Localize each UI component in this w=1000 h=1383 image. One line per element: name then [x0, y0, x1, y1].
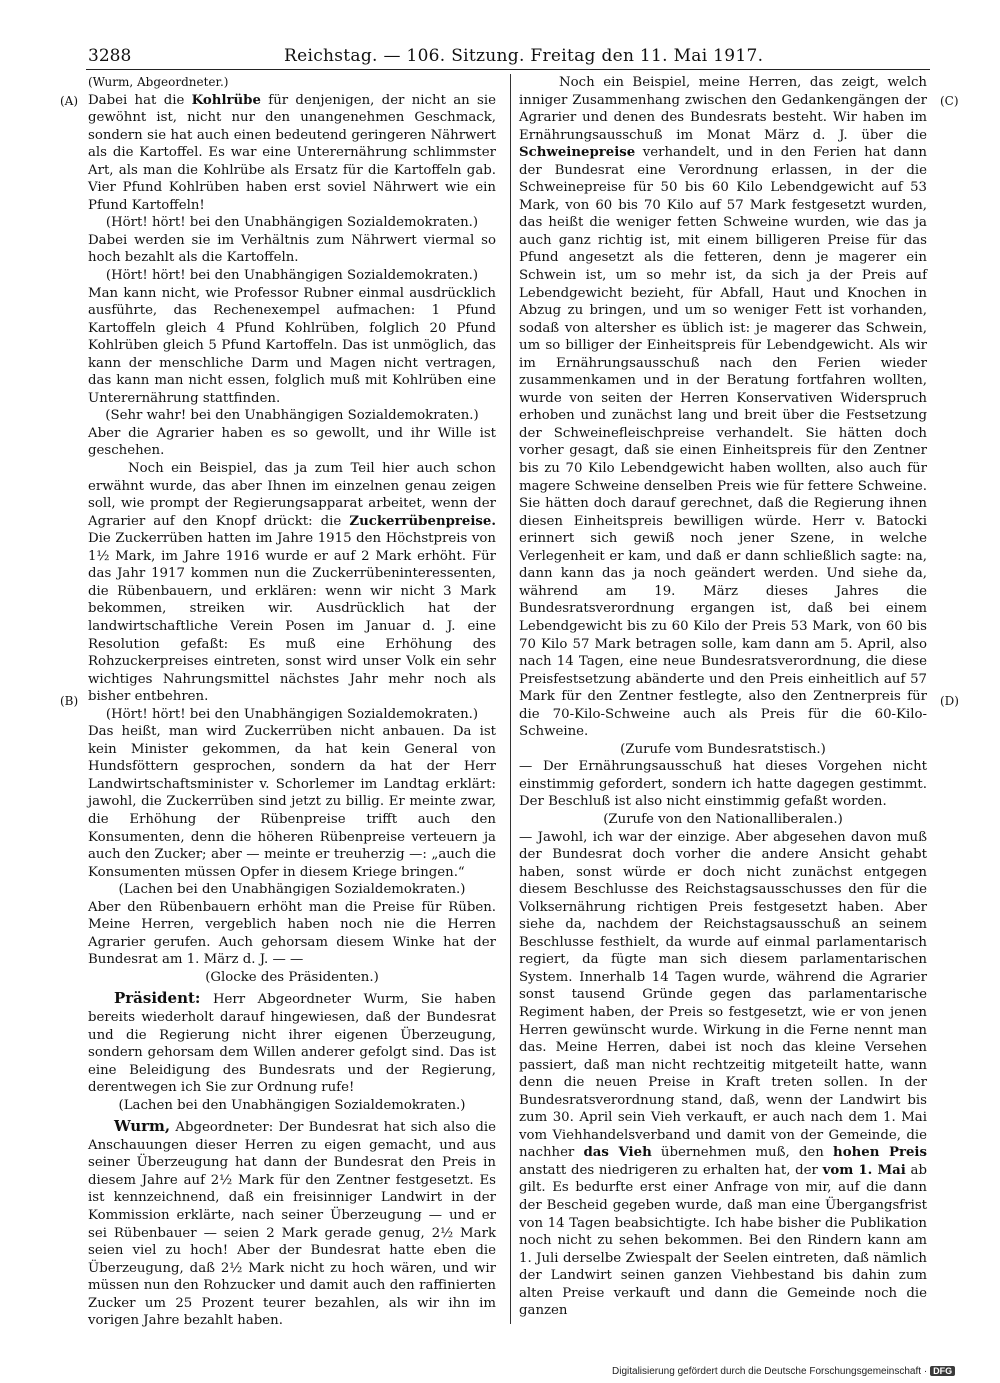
page-number: 3288: [88, 46, 132, 66]
paragraph: — Der Ernährungsausschuß hat dieses Vorgehen nicht einstimmig gefordert, sondern ich hatte dagegen gestimmt. Der Beschluß ist also nicht einstimmig gefaßt worden.: [519, 759, 927, 810]
speaker-name: Präsident:: [114, 989, 201, 1008]
paragraph: Aber die Agrarier haben es so gewollt, und ihr Wille ist geschehen.: [88, 425, 496, 459]
margin-marker-b: (B): [60, 694, 79, 708]
margin-marker-d: (D): [940, 694, 959, 708]
interjection: (Zurufe von den Nationalliberalen.): [603, 811, 843, 827]
interjection: (Lachen bei den Unabhängigen Sozialdemokraten.): [118, 1097, 466, 1113]
left-column: [88, 74, 496, 1330]
paragraph: Man kann nicht, wie Professor Rubner einmal ausdrücklich ausführte, das Rechenexempel aufmachen: 1 Pfund Kartoffeln gleich 4 Pfund Kohlrüben, folglich 20 Pfund Kohlrüben gleich 5 Pfund Kartoffeln. Das ist unmöglich, das kann der menschliche Darm und Magen nicht vertragen, das kann man nicht essen, folglich muß mit Kohlrüben eine Unterernährung stattfinden.: [88, 285, 496, 406]
speaker-tag: (Wurm, Abgeordneter.): [88, 75, 229, 89]
paragraph: Dabei werden sie im Verhältnis zum Nährwert viermal so hoch bezahlt als die Kartoffeln.: [88, 232, 496, 266]
interjection: (Lachen bei den Unabhängigen Sozialdemokraten.): [118, 882, 466, 898]
interjection: (Glocke des Präsidenten.): [205, 969, 379, 985]
speaker-name: Wurm,: [114, 1117, 171, 1136]
interjection: (Hört! hört! bei den Unabhängigen Sozialdemokraten.): [105, 706, 479, 722]
column-divider: [510, 74, 511, 1324]
president-statement: Präsident: Herr Abgeordneter Wurm, Sie haben bereits wiederholt darauf hingewiesen, daß der Bundesrat und die Regierung nicht ihrer eigenen Überzeugung, sondern gehorsam dem Willen anderer gefolgt sind. Das ist eine Beleidigung des Bundesrats und der Regierung, derentwegen ich Sie zur Ordnung rufe!: [88, 989, 496, 1096]
digitization-credit: Digitalisierung gefördert durch die Deutsche Forschungsgemeinschaft · DFG: [612, 1366, 955, 1377]
paragraph: Noch ein Beispiel, das ja zum Teil hier auch schon erwähnt wurde, das aber Ihnen im einzelnen genau zeigen soll, wie prompt der Regierungsapparat arbeitet, wenn der Agrarier auf den Knopf drückt: die Zuckerrübenpreise. Die Zuckerrüben hatten im Jahre 1915 den Höchstpreis von 1½ Mark, im Jahre 1916 wurde er auf 2 Mark erhöht. Für das Jahr 1917 kommen nun die Zuckerrübeninteressenten, die Rübenbauern, und erklären: wenn wir nicht 3 Mark bekommen, streiken wir. Ausdrücklich hat der landwirtschaftliche Verein Posen im Januar d. J. eine Resolution gefaßt: Es muß eine Erhöhung des Rohzuckerpreises eintreten, sonst wird unser Volk ein sehr wichtiges Nahrungsmittel nächstes Jahr mehr noch als bisher entbehren.: [88, 461, 496, 705]
interjection: (Sehr wahr! bei den Unabhängigen Sozialdemokraten.): [105, 408, 479, 424]
margin-marker-a: (A): [60, 94, 79, 108]
paragraph: Dabei hat die Kohlrübe für denjenigen, der nicht an sie gewöhnt ist, nicht nur den unangenehmen Geschmack, sondern sie hat auch einen bedeutend geringeren Nährwert als die Kartoffel. Es war eine Unterernährung schlimmster Art, als man die Kohlrübe als Ersatz für die Kartoffeln gab. Vier Pfund Kohlrüben haben erst soviel Nährwert wie ein Pfund Kartoffeln!: [88, 92, 496, 213]
right-column: [519, 74, 927, 1320]
dfg-logo: DFG: [930, 1366, 955, 1376]
interjection: (Hört! hört! bei den Unabhängigen Sozialdemokraten.): [105, 268, 479, 284]
paragraph: Aber den Rübenbauern erhöht man die Preise für Rüben. Meine Herren, vergeblich haben noch nie die Herren Agrarier gerufen. Auch gehorsam diesem Winke hat der Bundesrat am 1. März d. J. — —: [88, 899, 496, 968]
running-title: Reichstag. — 106. Sitzung. Freitag den 11. Mai 1917.: [284, 46, 764, 66]
paragraph: Noch ein Beispiel, meine Herren, das zeigt, welch inniger Zusammenhang zwischen den Gedankengängen der Agrarier und denen des Bundesrats besteht. Wir haben im Ernährungsausschuß im Monat März d. J. über die Schweinepreise verhandelt, und in den Ferien hat dann der Bundesrat eine Verordnung erlassen, in der die Schweinepreise für 50 bis 60 Kilo Lebendgewicht auf 53 Mark, von 60 bis 70 Kilo auf 57 Mark festgesetzt wurden, das heißt die weniger fetten Schweine wurden, wie das ja auch ganz richtig ist, mit einem billigeren Preise für das Pfund angesetzt als die fetteren, denn je magerer ein Schwein ist, um so mehr ist, da sich ja der Preis auf Lebendgewicht bezieht, für Abfall, Haut und Knochen in Abzug zu bringen, und um so weniger Fett ist vorhanden, sodaß von altersher es üblich ist: je magerer das Schwein, um so billiger der Einheitspreis für Lebendgewicht. Als wir im Ernährungsausschuß nach den Ferien wieder zusammenkamen und in der Beratung fortfahren wollten, wurde von seiten der Herren Konservativen Widerspruch erhoben und zunächst lang und breit über die Festsetzung der Schweinefleischpreise verhandelt. Sie hätten doch vorher gesagt, daß sie einen Einheitspreis für den Zentner bis zu 70 Kilo Lebendgewicht haben wollten, also auch für magere Schweine denselben Preis wie für fettere Schweine. Sie hätten doch darauf gerechnet, daß die Regierung ihnen diesen Einheitspreis bewilligen würde. Herr v. Batocki erinnert sich gewiß noch jener Szene, in welche Verlegenheit er kam, und daß er dann schließlich sagte: na, dann kann das ja noch geändert werden. Und siehe da, während am 19. März dieses Jahres die Bundesratsverordnung ergangen ist, daß bei einem Lebendgewicht bis zu 60 Kilo der Preis 53 Mark, von 60 bis 70 Kilo 57 Mark betragen solle, kam dann am 5. April, also nach 14 Tagen, eine neue Bundesratsverordnung, die diese Preisfestsetzung abänderte und den Preis einheitlich auf 57 Mark für den Zentner festlegte, also den Zentnerpreis für die 70-Kilo-Schweine auch als Preis für die 60-Kilo-Schweine.: [519, 75, 927, 740]
header-rule: [86, 69, 930, 70]
paragraph: — Jawohl, ich war der einzige. Aber abgesehen davon muß der Bundesrat doch vorher die andere Ansicht gehabt haben, sonst würde er doch nicht zunächst entgegen diesem Beschlusse des Reichstagsausschusses den für die Volksernährung richtigen Preis festgesetzt haben. Aber siehe da, nachdem der Reichstagsausschuß an seinem Beschlusse festhielt, da wurde auf einmal parlamentarisch regiert, da fügte man sich diesem parlamentarischen System. Innerhalb 14 Tagen wurde, während die Agrarier sonst tausend Gründe gegen das parlamentarische Regiment haben, der Preis so festgesetzt, wie er von jenen Herren gewünscht wurde. Wirkung in die Ferne nennt man das. Meine Herren, dabei ist noch das kleine Versehen passiert, daß man nicht rechtzeitig mitgeteilt hatte, wann denn die neuen Preise in Kraft treten sollen. In der Bundesratsverordnung stand, daß, wenn der Landwirt bis zum 30. April sein Vieh verkauft, er auch nach dem 1. Mai vom Viehhandelsverband und damit von der Gemeinde, die nachher das Vieh übernehmen muß, den hohen Preis anstatt des niedrigeren zu erhalten hat, der vom 1. Mai ab gilt. Es bedurfte erst einer Anfrage von mir, auf die dann der Bescheid gegeben wurde, daß man eine Übergangsfrist von 14 Tagen beabsichtigte. Ich habe bisher die Publikation noch nicht zu sehen bekommen. Bei den Rindern kann am 1. Juli derselbe Zwiespalt der Seelen eintreten, daß nämlich der Landwirt seinen ganzen Viehbestand bis dahin zum alten Preise verkauft und dann die Gemeinde noch die ganzen: [519, 829, 927, 1319]
interjection: (Hört! hört! bei den Unabhängigen Sozialdemokraten.): [105, 215, 479, 231]
interjection: (Zurufe vom Bundesratstisch.): [620, 741, 826, 757]
margin-marker-c: (C): [940, 94, 959, 108]
wurm-statement: Wurm, Abgeordneter: Der Bundesrat hat sich also die Anschauungen dieser Herren zu eigen gemacht, und aus seiner Überzeugung hat dann der Bundesrat den Preis in diesem Jahre auf 2½ Mark für den Zentner festgesetzt. Es ist kennzeichnend, daß ein freisinniger Landwirt in der Kommission erklärte, nach seiner Überzeugung — und er sei Rübenbauer — seien 2 Mark gerade genug, 2½ Mark seien viel zu hoch! Aber der Bundesrat hatte eben die Überzeugung, daß 2½ Mark nicht zu hoch wären, und wir müssen nun den Rohzucker und damit auch den raffinierten Zucker um 25 Prozent teurer bezahlen, als wir ihn im vorigen Jahre bezahlt haben.: [88, 1117, 496, 1329]
paragraph: Das heißt, man wird Zuckerrüben nicht anbauen. Da ist kein Minister gekommen, da hat kein General von Hundsföttern gesprochen, sondern da hat der Herr Landwirtschaftsminister v. Schorlemer im Landtag erklärt: jawohl, die Zuckerrüben sind jetzt zu billig. Er meinte zwar, die Erhöhung der Rübenpreise trifft auch den Konsumenten, denn die höheren Rübenpreise verteuern ja auch den Zucker; aber — meinte er treuherzig —: „auch die Konsumenten müssen Opfer in diesem Kriege bringen.“: [88, 724, 496, 880]
